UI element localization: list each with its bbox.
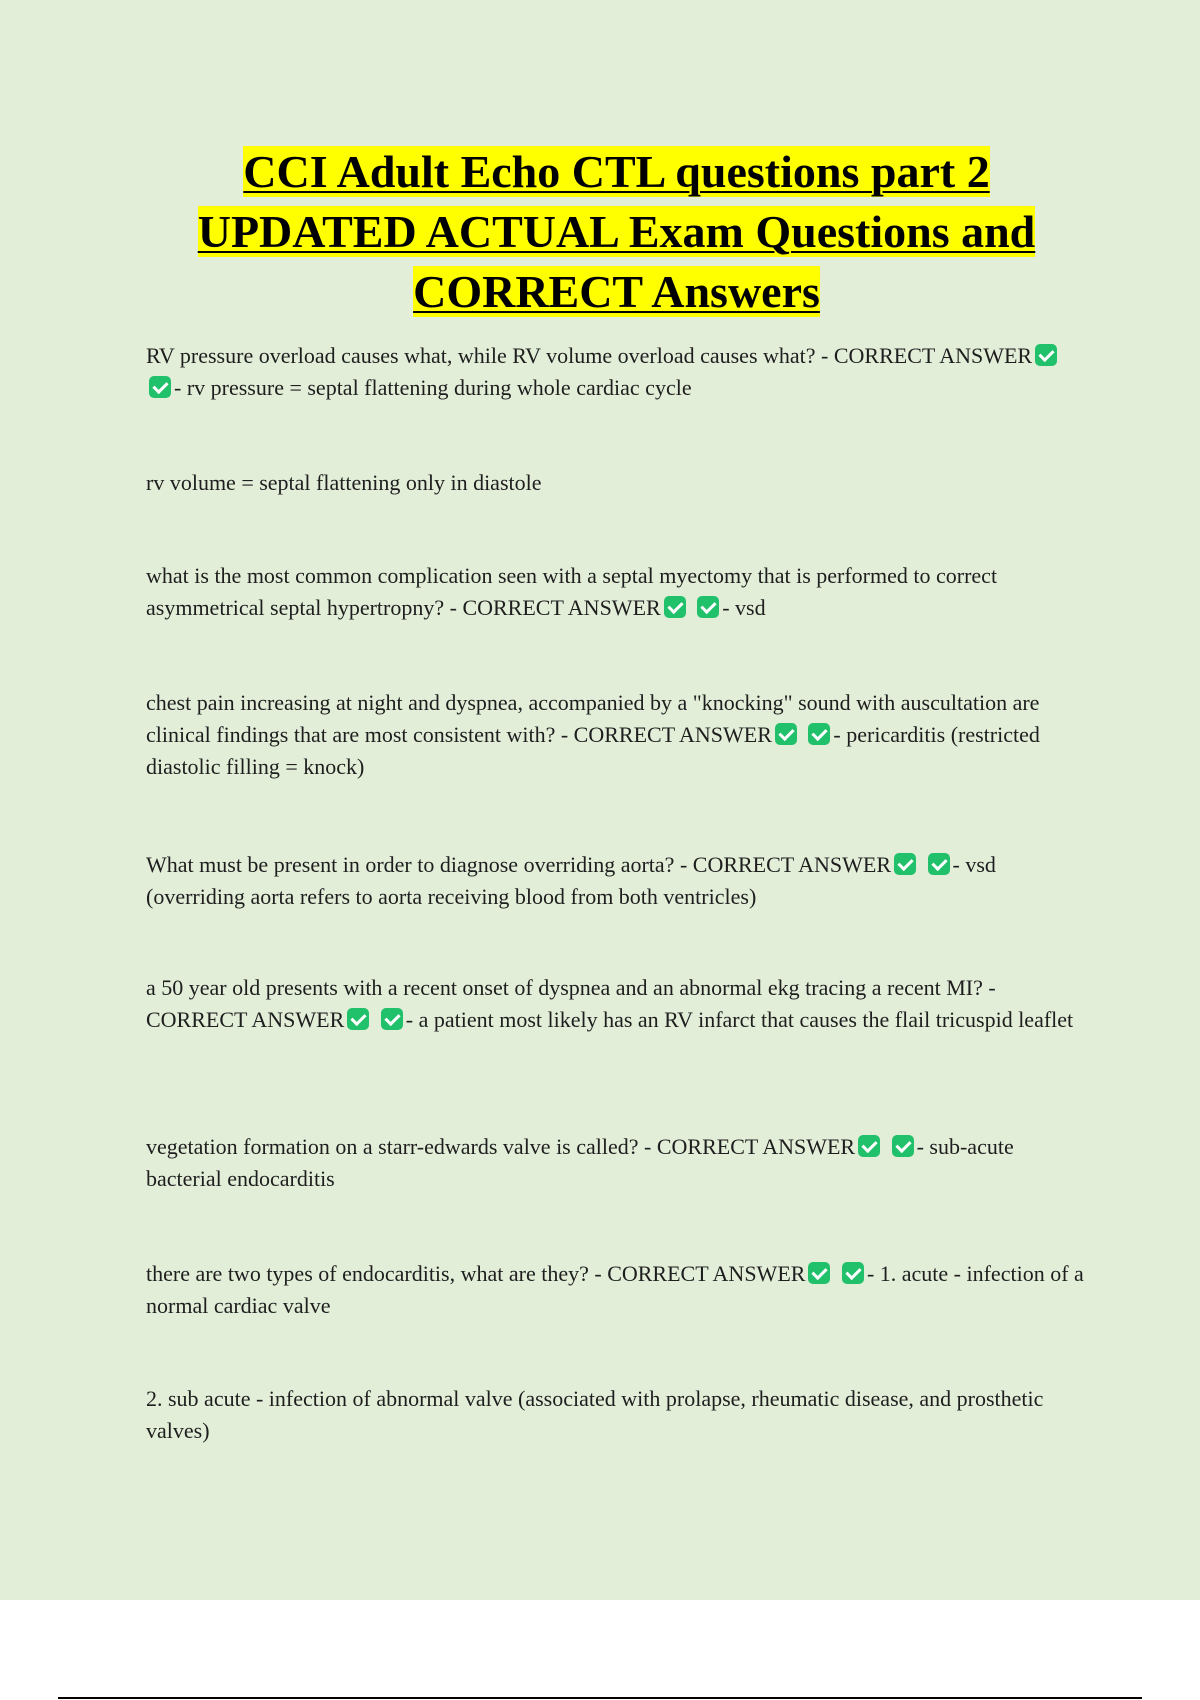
answer-text: - sub-acute bacterial endocarditis <box>146 1134 1014 1191</box>
checkmark-icon <box>858 1135 880 1157</box>
checkmark-icon <box>892 1135 914 1157</box>
answer-text: rv volume = septal flattening only in diastole <box>146 470 542 495</box>
question-text: RV pressure overload causes what, while RV volume overload causes what? - CORRECT ANSWER <box>146 343 1033 368</box>
answer-text: 2. sub acute - infection of abnormal valve (associated with prolapse, rheumatic disease, and prosthetic valves) <box>146 1386 1044 1443</box>
checkmark-icon <box>381 1008 403 1030</box>
qa-item <box>146 1131 1086 1195</box>
title-line-2: UPDATED ACTUAL Exam Questions and <box>197 206 1036 257</box>
answer-text: - pericarditis (restricted diastolic filling = knock) <box>146 722 1040 779</box>
checkmark-icon <box>664 596 686 618</box>
checkmark-icon <box>808 1262 830 1284</box>
qa-continuation <box>146 1383 1086 1447</box>
answer-text: - vsd <box>722 595 766 620</box>
answer-text: - 1. acute - infection of a normal cardiac valve <box>146 1261 1084 1318</box>
qa-item <box>146 1258 1086 1322</box>
answer-text: - a patient most likely has an RV infarct that causes the flail tricuspid leaflet <box>405 1007 1074 1032</box>
checkmark-icon <box>149 376 171 398</box>
checkmark-icon <box>894 853 916 875</box>
qa-item <box>146 972 1086 1036</box>
checkmark-icon <box>347 1008 369 1030</box>
qa-item <box>146 849 1086 913</box>
checkmark-icon <box>842 1262 864 1284</box>
footer-divider <box>58 1697 1142 1699</box>
checkmark-icon <box>697 596 719 618</box>
title-line-1: CCI Adult Echo CTL questions part 2 <box>243 146 990 197</box>
answer-text: - rv pressure = septal flattening during whole cardiac cycle <box>174 375 692 400</box>
question-text: vegetation formation on a starr-edwards valve is called? - CORRECT ANSWER <box>146 1134 856 1159</box>
title-line-3: CORRECT Answers <box>413 266 820 317</box>
question-text: there are two types of endocarditis, what are they? - CORRECT ANSWER <box>146 1261 806 1286</box>
answer-text: - vsd (overriding aorta refers to aorta receiving blood from both ventricles) <box>146 852 996 909</box>
qa-item <box>146 560 1086 624</box>
question-text: what is the most common complication seen with a septal myectomy that is performed to correct asymmetrical septal hypertropny? - CORRECT ANSWER <box>146 563 998 620</box>
checkmark-icon <box>808 723 830 745</box>
question-text: chest pain increasing at night and dyspnea, accompanied by a "knocking" sound with auscultation are clinical findings that are most consistent with? - CORRECT ANSWER <box>146 690 1040 747</box>
checkmark-icon <box>775 723 797 745</box>
checkmark-icon <box>1035 344 1057 366</box>
question-text: What must be present in order to diagnose overriding aorta? - CORRECT ANSWER <box>146 852 892 877</box>
qa-item <box>146 340 1086 404</box>
question-text: a 50 year old presents with a recent onset of dyspnea and an abnormal ekg tracing a recent MI? - CORRECT ANSWER <box>146 975 996 1032</box>
page-title <box>60 142 1173 322</box>
qa-continuation <box>146 467 1086 499</box>
checkmark-icon <box>928 853 950 875</box>
qa-item <box>146 687 1086 783</box>
